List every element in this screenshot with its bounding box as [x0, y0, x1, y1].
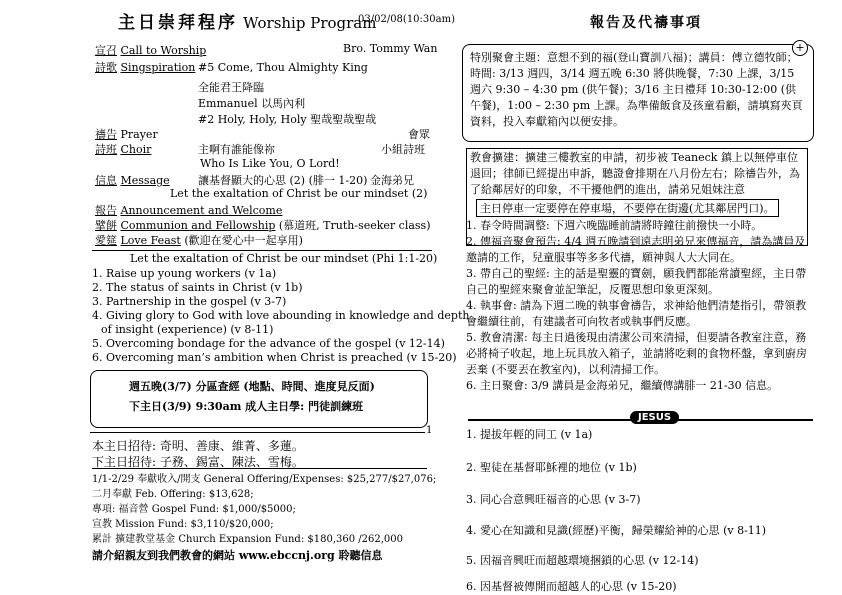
outline-cn-item: 1. 提拔年輕的同工 (v 1a) — [466, 428, 593, 441]
announcement-list — [466, 218, 812, 394]
outline-item: 2. The status of saints in Christ (v 1b) — [92, 281, 303, 294]
announcement-item: 5. 教會清潔: 每主日過後現由清潔公司來清掃，但要請各教室注意，務必將椅子收起，地上玩具放入箱子，並請將吃剩的食物杯盤，拿到廚房丟棄 (不要丟在教室內)，以利清掃工作。 — [466, 331, 807, 376]
announcement-item: 6. 主日聚會: 3/9 講員是金海弟兄，繼續傳講腓一 21-30 信息。 — [466, 379, 779, 392]
program-title: 主日崇拜程序 Worship Program — [118, 13, 377, 33]
scroll-underline — [90, 432, 425, 433]
finance-divider — [92, 468, 427, 469]
finance-line: 1/1-2/29 奉獻收入/開支 General Offering/Expenses: $25,277/$27,076; — [92, 474, 437, 485]
message-title-en: Let the exaltation of Christ be our mindset (2) — [170, 187, 428, 200]
announcement-item: 1. 春令時間調整: 下週六晚臨睡前請將時鐘往前撥快一小時。 — [466, 219, 763, 232]
love-feast-label: 愛筵 Love Feast (歡迎在愛心中一起享用) — [95, 234, 303, 247]
choir-song-en: Who Is Like You, O Lord! — [200, 157, 340, 170]
singspiration-label: 詩歌 Singspiration — [95, 61, 196, 74]
outline-item: 1. Raise up young workers (v 1a) — [92, 267, 277, 280]
website-footer: 請介紹親友到我們教會的網站 www.ebccnj.org 聆聽信息 — [92, 549, 383, 562]
finance-line: 宣教 Mission Fund: $3,110/$20,000; — [92, 519, 274, 530]
hosts-next-sunday: 下主日招待: 子務、錫富、陳法、雪梅。 — [92, 455, 304, 469]
expansion-text: 教會擴建：擴建三樓教室的申請，初步被 Teaneck 鎮上以無停車位退回；律師已經提出申訴，聽證會排期在八月份左右；除禱告外，為了給鄰居好的印象，不干擾他們的進出，請弟兄姐妹注意 — [470, 151, 800, 196]
special-meeting-text: 特別聚會主題：意想不到的福(登山寶訓八福)；講員：傅立德牧師；時間: 3/13 週四，3/14 週五晚 6:30 將供晚餐，7:30 上課，3/15 週六 9:30 – 4:30 pm (供午餐)；3/16 主日禮拜 10:30-12:00 (供午餐)，1:00 – 2:30 pm 上課。為準備飯食及孩童看顧，請填寫夾頁資料，投入奉獻箱內以便安排。 — [470, 51, 803, 128]
announcement-item: 3. 帶自己的聖經: 主的話是聖靈的寶劍，願我們都能常讀聖經，主日帶自己的聖經來聚會並記筆記，反覆思想印象更深刻。 — [466, 267, 807, 296]
announcement-item: 4. 執事會: 請為下週二晚的執事會禱告，求神給他們清楚指引，帶領教會繼續往前，有建議者可向牧者或執事們反應。 — [466, 299, 807, 328]
hosts-this-sunday: 本主日招待: 奇明、善康、維菁、多蓮。 — [92, 439, 304, 453]
finance-line: 累計 擴建教堂基金 Church Expansion Fund: $180,360 /262,000 — [92, 534, 403, 545]
outline-item: 5. Overcoming bondage for the advance of the gospel (v 12-14) — [92, 337, 445, 350]
outline-cn-item: 5. 因福音興旺而超越環境捆鎖的心思 (v 12-14) — [466, 554, 699, 567]
song-3: Emmanuel 以馬內利 — [198, 97, 306, 110]
choir-leader: 小組詩班 — [381, 143, 425, 156]
jesus-divider-label: JESUS — [630, 411, 679, 424]
message-label: 信息 Message — [95, 174, 170, 187]
announcement-label: 報告 Announcement and Welcome — [95, 204, 283, 217]
prayer-label: 禱告 Prayer — [95, 128, 158, 141]
finance-line: 專項: 福音營 Gospel Fund: $1,000/$5000; — [92, 504, 296, 515]
outline-item: 4. Giving glory to God with love abounding in knowledge and depth — [92, 309, 470, 322]
outline-item: 6. Overcoming man’s ambition when Christ is preached (v 15-20) — [92, 351, 457, 364]
message-title-cn: 讓基督顯大的心思 (2) (腓一 1-20) — [198, 174, 368, 187]
outline-item: of insight (experience) (v 8-11) — [101, 323, 274, 336]
outline-cn-item: 4. 愛心在知識和見識(經歷)平衡，歸榮耀給神的心思 (v 8-11) — [466, 524, 767, 537]
outline-cn-item: 6. 因基督被傳開而超越人的心思 (v 15-20) — [466, 580, 677, 593]
outline-cn-item: 3. 同心合意興旺福音的心思 (v 3-7) — [466, 493, 641, 506]
parking-notice: 主日停車一定要停在停車場，不要停在街邊(尤其鄰居門口)。 — [476, 199, 779, 217]
song-2: 全能君王降臨 — [198, 81, 264, 94]
outline-item: 3. Partnership in the gospel (v 3-7) — [92, 295, 287, 308]
finance-list — [92, 472, 436, 547]
scroll-plus-icon: + — [792, 40, 808, 56]
prayer-leader: 會眾 — [408, 128, 430, 141]
scroll-line-1: 週五晚(3/7) 分區查經 (地點、時間、進度見反面) — [129, 380, 375, 393]
outline-cn-item: 2. 聖徒在基督耶穌裡的地位 (v 1b) — [466, 461, 637, 474]
outline-title: Let the exaltation of Christ be our mindset (Phi 1:1-20) — [130, 252, 438, 265]
fellowship-label: 擘餅 Communion and Fellowship (慕道班, Truth-seeker class) — [95, 219, 431, 232]
announcement-item: 2. 傳福音聚會預告: 4/4 週五晚請到遠志明弟兄來傳福音，請為講員及邀請的工作，兒童服事等多多代禱，願神與人大大同在。 — [466, 235, 806, 264]
program-date: 03/02/08(10:30am) — [358, 14, 455, 25]
right-heading: 報告及代禱事項 — [590, 15, 702, 31]
call-to-worship-label: 宣召 Call to Worship — [95, 44, 207, 57]
finance-line: 二月奉獻 Feb. Offering: $13,628; — [92, 489, 254, 500]
message-speaker: 金海弟兄 — [370, 174, 414, 187]
choir-label: 詩班 Choir — [95, 143, 152, 156]
section-divider — [92, 250, 432, 251]
choir-song-cn: 主啊有誰能像祢 — [198, 143, 275, 156]
song-4: #2 Holy, Holy, Holy 聖哉聖哉聖哉 — [198, 113, 377, 126]
call-to-worship-leader: Bro. Tommy Wan — [343, 42, 438, 55]
scroll-line-2: 下主日(3/9) 9:30am 成人主日學: 門徒訓練班 — [129, 400, 364, 413]
outline-list — [92, 267, 469, 365]
scroll-marker: 1 — [426, 425, 433, 436]
song-1: #5 Come, Thou Almighty King — [198, 61, 368, 74]
